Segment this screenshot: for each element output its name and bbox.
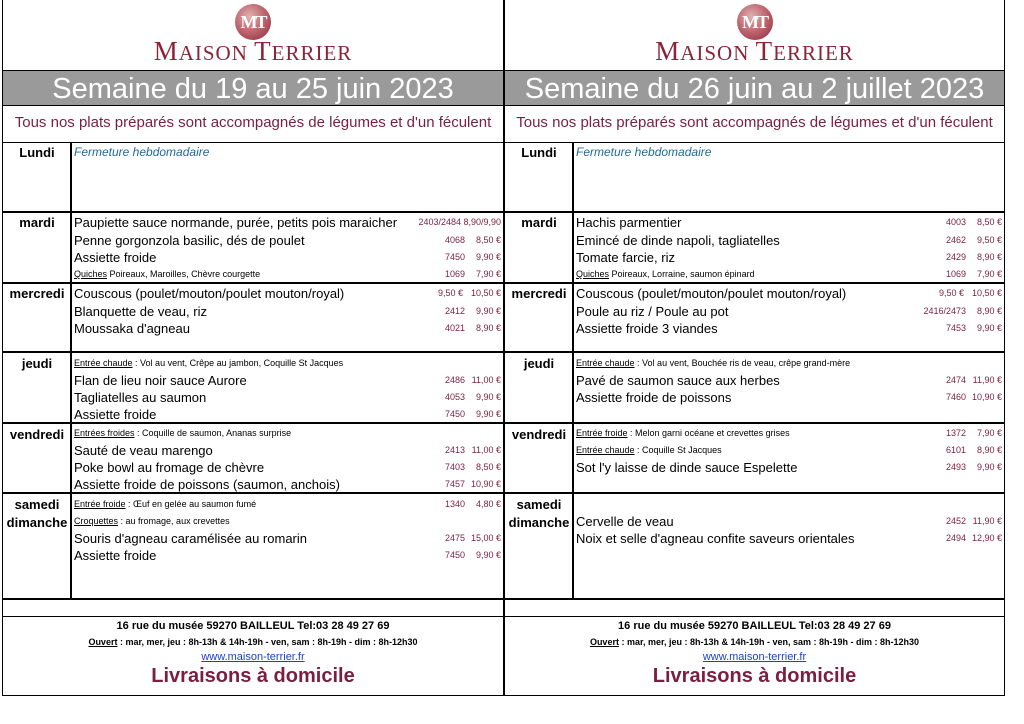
week-column-left	[3, 0, 505, 695]
menu-item: Fermeture hebdomadaire	[576, 145, 712, 159]
menu-item: Sot l'y laisse de dinde sauce Espelette 2493 9,90 €	[576, 460, 1002, 475]
menu-item: Entrée chaude : Coquille St Jacques 6101 8,90 €	[576, 445, 1002, 455]
day-dimanche: dimanche	[6, 515, 68, 530]
website-link[interactable]: www.maison-terrier.fr	[201, 651, 305, 663]
menu-grid	[3, 142, 503, 600]
menu-item: Assiette froide de poissons (saumon, anchois) 7457 10,90 €	[74, 477, 501, 492]
opening-hours: Ouvert : mar, mer, jeu : 8h-13h & 14h-19h - ven, sam : 8h-19h - dim : 8h-12h30	[88, 637, 418, 647]
day-lundi: Lundi	[19, 145, 55, 160]
week-title: Semaine du 19 au 25 juin 2023	[3, 70, 503, 106]
menu-item: Emincé de dinde napoli, tagliatelles 2462 9,50 €	[576, 233, 1002, 248]
brand-name: MAISON TERRIER	[153, 36, 353, 66]
menu-item: Entrée froide : Melon garni océane et crevettes grises 1372 7,90 €	[576, 428, 1002, 438]
week-title: Semaine du 26 juin au 2 juillet 2023	[505, 70, 1004, 106]
menu-item: Blanquette de veau, riz 2412 9,90 €	[74, 304, 501, 319]
logo	[3, 4, 503, 68]
day-samedi: samedi	[516, 497, 562, 512]
menu-item: Croquettes : au fromage, aux crevettes	[74, 516, 230, 526]
logo-monogram: MT	[235, 4, 271, 40]
menu-item: Moussaka d'agneau 4021 8,90 €	[74, 321, 501, 336]
website-link[interactable]: www.maison-terrier.fr	[702, 651, 807, 663]
menu-item: Quiches Poireaux, Lorraine, saumon épinard 1069 7,90 €	[576, 269, 1002, 279]
day-mardi: mardi	[19, 215, 55, 230]
menu-item: Tomate farcie, riz 2429 8,90 €	[576, 250, 1002, 265]
day-mercredi: mercredi	[9, 286, 65, 301]
menu-item: Sauté de veau marengo 2413 11,00 €	[74, 443, 501, 458]
menu-item: Fermeture hebdomadaire	[74, 145, 210, 159]
menu-item: Entrée chaude : Vol au vent, Crêpe au jambon, Coquille St Jacques	[74, 358, 344, 368]
footer	[3, 616, 503, 696]
brand-name: MAISON TERRIER	[655, 36, 854, 66]
menu-item: Entrée froide : Œuf en gelée au saumon fumé 1340 4,80 €	[74, 499, 501, 509]
accompaniment-note: Tous nos plats préparés sont accompagnés de légumes et d'un féculent	[14, 114, 492, 131]
menu-sheet	[2, 0, 1005, 696]
menu-item: Noix et selle d'agneau confite saveurs orientales 2494 12,90 €	[576, 531, 1002, 546]
menu-item: Penne gorgonzola basilic, dés de poulet 4068 8,50 €	[74, 233, 501, 248]
delivery-banner: Livraisons à domicile	[151, 665, 355, 687]
menu-item: Poule au riz / Poule au pot 2416/2473 8,90 €	[576, 304, 1002, 319]
menu-item: Pavé de saumon sauce aux herbes 2474 11,90 €	[576, 373, 1002, 388]
logo-monogram: MT	[737, 4, 773, 40]
day-dimanche: dimanche	[508, 515, 570, 530]
logo	[505, 4, 1004, 68]
day-vendredi: vendredi	[511, 427, 567, 442]
menu-item: Hachis parmentier 4003 8,50 €	[576, 215, 1002, 230]
menu-item: Assiette froide 3 viandes 7453 9,90 €	[576, 321, 1002, 336]
menu-item: Quiches Poireaux, Maroilles, Chèvre courgette 1069 7,90 €	[74, 269, 501, 279]
day-mercredi: mercredi	[511, 286, 567, 301]
delivery-banner: Livraisons à domicile	[652, 665, 857, 687]
menu-item: Couscous (poulet/mouton/poulet mouton/royal) 9,50 € 10,50 €	[576, 286, 1002, 301]
day-vendredi: vendredi	[9, 427, 65, 442]
menu-item: Assiette froide 7450 9,90 €	[74, 250, 501, 265]
opening-hours: Ouvert : mar, mer, jeu : 8h-13h & 14h-19h - ven, sam : 8h-19h - dim : 8h-12h30	[589, 637, 920, 647]
day-jeudi: jeudi	[21, 356, 53, 371]
menu-item: Assiette froide de poissons 7460 10,90 €	[576, 390, 1002, 405]
menu-item: Cervelle de veau 2452 11,90 €	[576, 514, 1002, 529]
day-lundi: Lundi	[521, 145, 557, 160]
menu-item: Paupiette sauce normande, purée, petits pois maraicher 2403/2484 8,90/9,90	[74, 215, 501, 230]
day-mardi: mardi	[521, 215, 557, 230]
menu-item: Couscous (poulet/mouton/poulet mouton/royal) 9,50 € 10,50 €	[74, 286, 501, 301]
day-jeudi: jeudi	[523, 356, 555, 371]
menu-item: Flan de lieu noir sauce Aurore 2486 11,00 €	[74, 373, 501, 388]
menu-item: Souris d'agneau caramélisée au romarin 2475 15,00 €	[74, 531, 501, 546]
menu-item: Assiette froide 7450 9,90 €	[74, 407, 501, 422]
menu-item: Assiette froide 7450 9,90 €	[74, 548, 501, 563]
address: 16 rue du musée 59270 BAILLEUL Tel:03 28 49 27 69	[116, 620, 390, 632]
menu-item: Poke bowl au fromage de chèvre 7403 8,50 €	[74, 460, 501, 475]
menu-item: Entrées froides : Coquille de saumon, Ananas surprise	[74, 428, 292, 438]
day-samedi: samedi	[14, 497, 60, 512]
menu-item: Entrée chaude : Vol au vent, Bouchée ris de veau, crêpe grand-mère	[576, 358, 851, 368]
accompaniment-note: Tous nos plats préparés sont accompagnés de légumes et d'un féculent	[516, 114, 993, 131]
week-column-right	[505, 0, 1004, 695]
menu-item: Tagliatelles au saumon 4053 9,90 €	[74, 390, 501, 405]
address: 16 rue du musée 59270 BAILLEUL Tel:03 28 49 27 69	[618, 620, 891, 632]
menu-grid	[505, 142, 1004, 600]
footer	[505, 616, 1004, 696]
